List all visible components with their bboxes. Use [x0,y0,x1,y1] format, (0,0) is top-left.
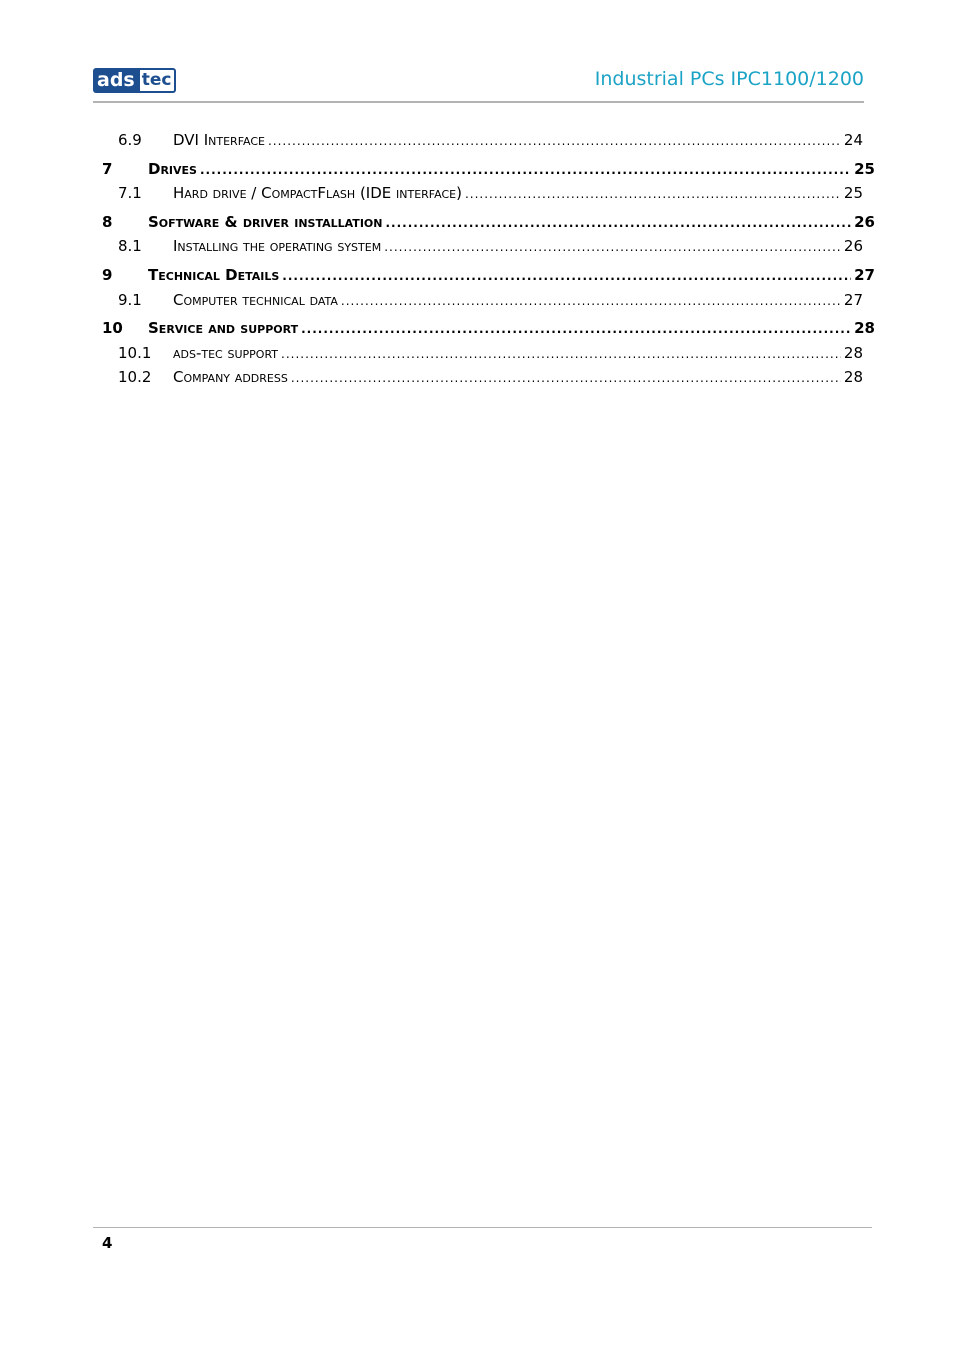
toc-entry-number: 7 [102,160,113,178]
toc-entry-10-2[interactable] [118,368,863,386]
toc-entry-page: 28 [843,368,863,386]
toc-entry-number: 10.1 [118,344,152,362]
toc-dot-leader [384,240,841,254]
toc-dot-leader [282,269,851,283]
toc-entry-page: 25 [854,160,875,178]
toc-entry-8-1[interactable] [118,237,863,255]
toc-dot-leader [301,322,851,336]
toc-entry-title: Company address [173,368,288,386]
toc-entry-number: 7.1 [118,184,142,202]
toc-dot-leader [281,347,841,361]
footer-divider [93,1227,872,1228]
toc-entry-6-9[interactable] [118,131,863,149]
toc-entry-title: Installing the operating system [173,237,382,255]
toc-entry-page: 27 [843,291,863,309]
toc-dot-leader [200,163,851,177]
toc-entry-title: Drives [148,160,197,178]
toc-entry-9[interactable] [102,266,875,284]
toc-dot-leader [465,187,841,201]
toc-entry-10-1[interactable] [118,344,863,362]
toc-dot-leader [291,371,841,385]
toc-entry-title: ads-tec support [173,344,279,362]
toc-dot-leader [341,294,841,308]
toc-entry-title: Hard drive / CompactFlash (IDE interface) [173,184,462,202]
logo-tec-text: tec [140,68,177,93]
toc-entry-number: 10.2 [118,368,152,386]
toc-entry-9-1[interactable] [118,291,863,309]
toc-entry-page: 26 [854,213,875,231]
document-title: Industrial PCs IPC1100/1200 [594,68,864,90]
toc-entry-page: 28 [843,344,863,362]
toc-entry-title: Technical Details [148,266,280,284]
toc-entry-number: 8 [102,213,113,231]
toc-entry-title: DVI Interface [173,131,265,149]
header-divider [93,101,864,103]
toc-dot-leader [268,134,841,148]
toc-entry-page: 27 [854,266,875,284]
toc-entry-number: 6.9 [118,131,142,149]
toc-entry-7-1[interactable] [118,184,863,202]
toc-entry-number: 9 [102,266,113,284]
toc-entry-page: 25 [843,184,863,202]
company-logo [93,68,176,93]
page-number: 4 [102,1234,113,1252]
toc-dot-leader [385,216,851,230]
toc-entry-page: 24 [843,131,863,149]
toc-entry-number: 10 [102,319,123,337]
toc-entry-8[interactable] [102,213,875,231]
toc-entry-page: 28 [854,319,875,337]
toc-entry-title: Computer technical data [173,291,338,309]
toc-entry-page: 26 [843,237,863,255]
toc-entry-title: Service and support [148,319,299,337]
toc-entry-number: 8.1 [118,237,142,255]
toc-entry-title: Software & driver installation [148,213,383,231]
toc-entry-10[interactable] [102,319,875,337]
logo-ads-text: ads [93,68,140,93]
toc-entry-number: 9.1 [118,291,142,309]
toc-entry-7[interactable] [102,160,875,178]
